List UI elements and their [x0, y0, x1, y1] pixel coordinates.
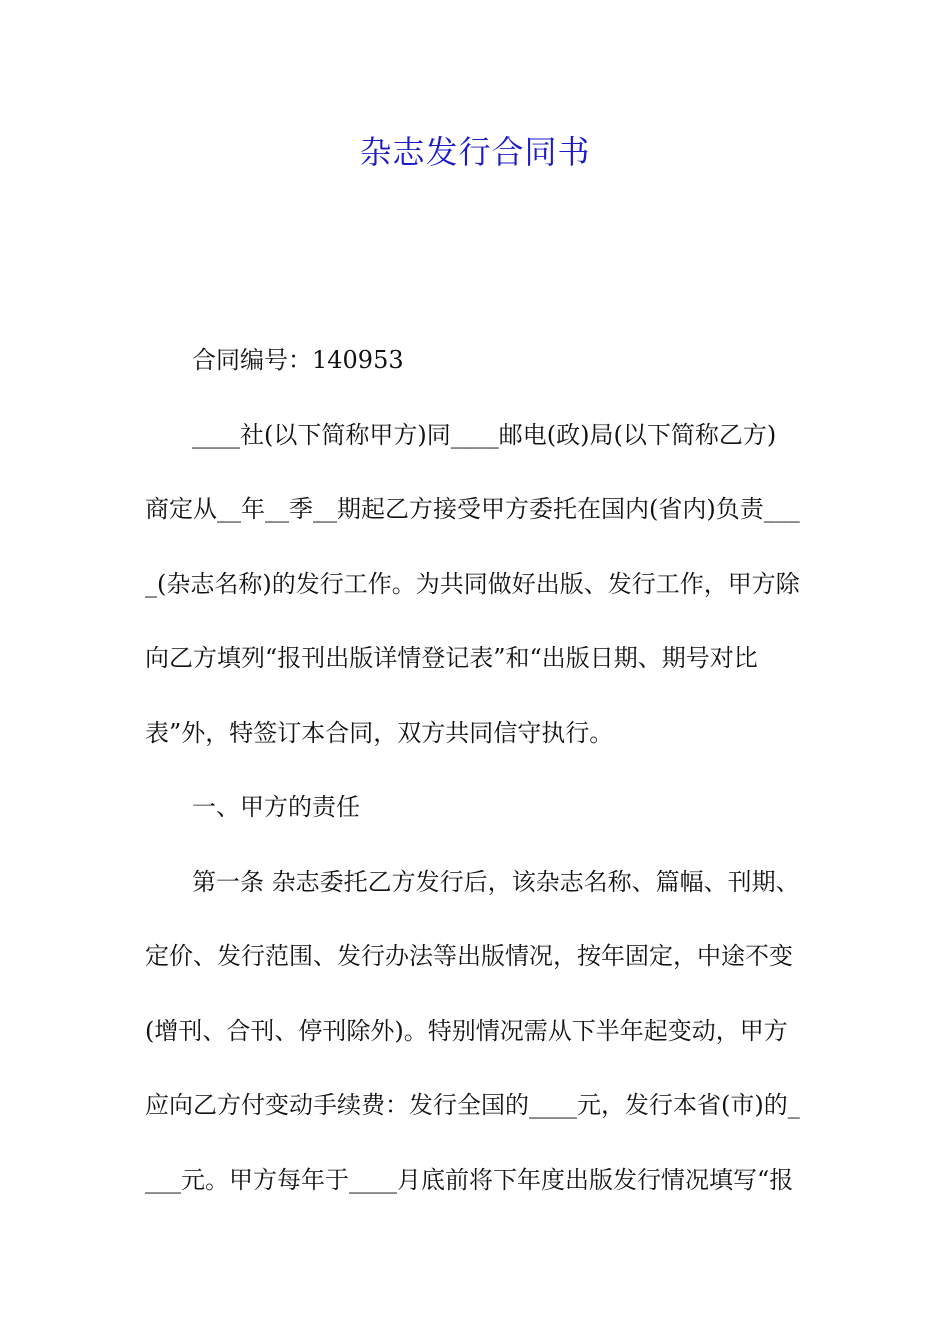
- document-body: [145, 323, 810, 1217]
- document-title: 杂志发行合同书: [359, 133, 591, 171]
- section-heading: 一、甲方的责任: [192, 793, 360, 821]
- paragraph-line: 向乙方填列“报刊出版详情登记表”和“出版日期、期号对比: [145, 644, 758, 672]
- paragraph-line: (增刊、合刊、停刊除外)。特别情况需从下半年起变动，甲方: [145, 1016, 788, 1045]
- paragraph-line: 表”外，特签订本合同，双方共同信守执行。: [145, 718, 614, 747]
- paragraph-line: 定价、发行范围、发行办法等出版情况，按年固定，中途不变: [145, 942, 793, 970]
- contract-number: 合同编号：140953: [192, 346, 404, 374]
- paragraph-line: 应向乙方付变动手续费：发行全国的____元，发行本省(市)的_: [145, 1091, 800, 1119]
- paragraph-line: 商定从__年__季__期起乙方接受甲方委托在国内(省内)负责___: [145, 495, 800, 523]
- paragraph-line: ___元。甲方每年于____月底前将下年度出版发行情况填写“报: [145, 1165, 794, 1194]
- paragraph-line: _(杂志名称)的发行工作。为共同做好出版、发行工作，甲方除: [145, 569, 800, 598]
- paragraph-line: 第一条 杂志委托乙方发行后，该杂志名称、篇幅、刊期、: [192, 867, 800, 896]
- paragraph-line: ____社(以下简称甲方)同____邮电(政)局(以下简称乙方): [192, 420, 777, 449]
